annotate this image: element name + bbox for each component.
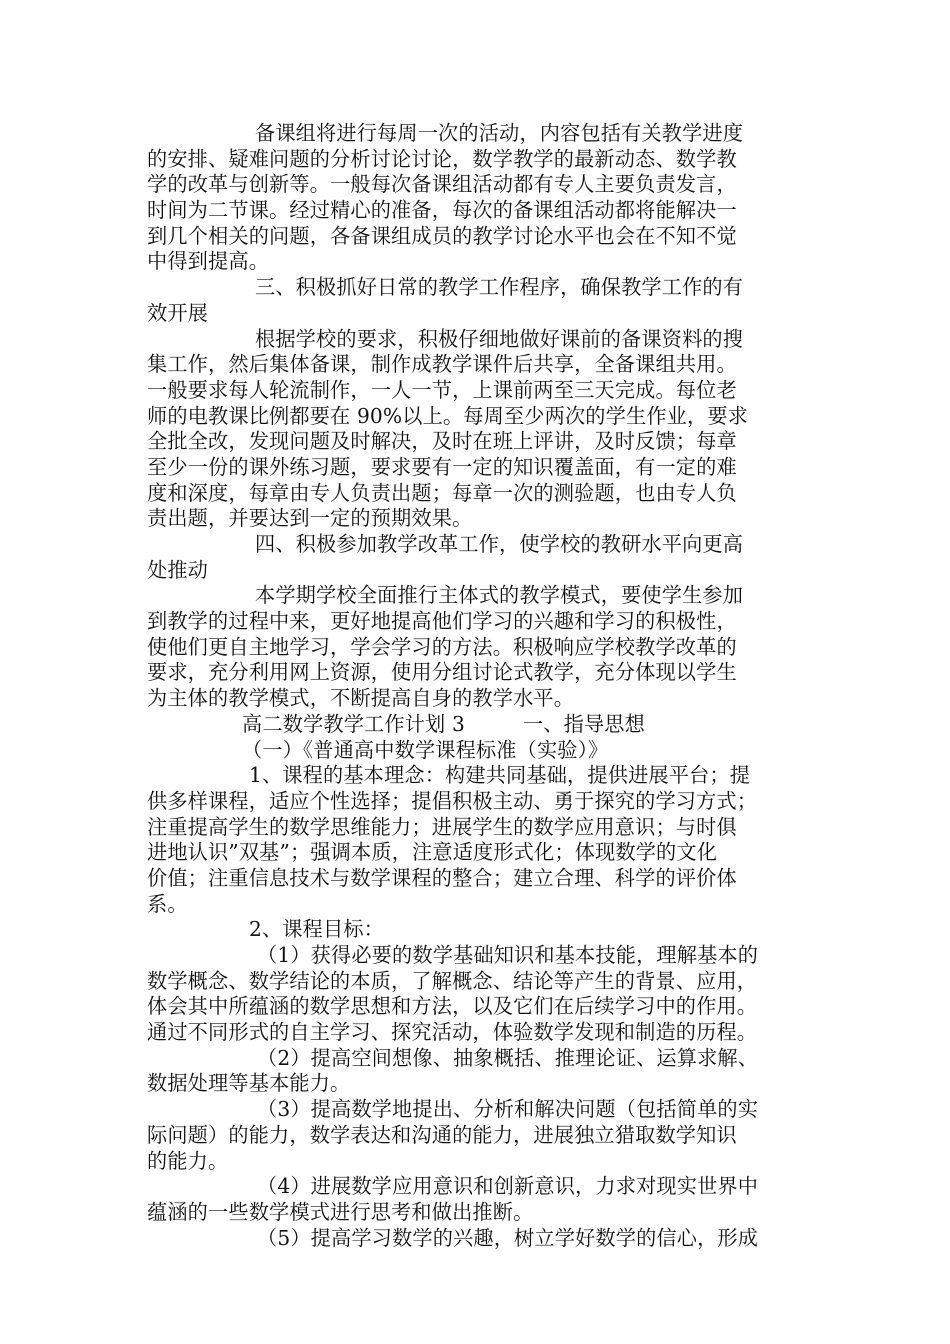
text-line: 的安排、疑难问题的分析讨论讨论，数学教学的最新动态、数学教 — [147, 146, 737, 171]
text-line: 系。 — [147, 891, 188, 916]
text-line: 要求，充分利用网上资源，使用分组讨论式教学，充分体现以学生 — [147, 660, 737, 685]
text-line: 数学概念、数学结论的本质，了解概念、结论等产生的背景、应用， — [147, 968, 758, 993]
text-line: 本学期学校全面推行主体式的教学模式，要使学生参加 — [255, 583, 744, 608]
text-line: 通过不同形式的自主学习、探究活动，体验数学发现和制造的历程。 — [147, 1020, 758, 1045]
plan-title: 高二数学教学工作计划 3 — [242, 711, 465, 736]
text-line: 供多样课程，适应个性选择；提倡积极主动、勇于探究的学习方式； — [147, 788, 758, 813]
text-line: 度和深度，每章由专人负责出题；每章一次的测验题，也由专人负 — [147, 480, 737, 505]
text-line: （5）提高学习数学的兴趣，树立学好数学的信心，形成 — [257, 1225, 759, 1250]
text-line: （4）进展数学应用意识和创新意识，力求对现实世界中 — [257, 1174, 759, 1199]
text-line: 集工作，然后集体备课，制作成教学课件后共享，全备课组共用。 — [147, 352, 737, 377]
text-line: （1）获得必要的数学基础知识和基本技能，理解基本的 — [257, 943, 759, 967]
text-line: 师的电教课比例都要在 90%以上。每周至少两次的学生作业，要求 — [147, 403, 749, 428]
item-course-concepts — [147, 763, 809, 917]
text-line: 的能力。 — [147, 1148, 229, 1173]
text-line: 注重提高学生的数学思维能力；进展学生的数学应用意识；与时俱 — [147, 814, 737, 839]
text-line: 到几个相关的问题，各备课组成员的教学讨论水平也会在不知不觉 — [147, 223, 737, 248]
text-line: 为主体的教学模式，不断提高自身的教学水平。 — [147, 686, 575, 711]
section-heading-three — [147, 275, 809, 326]
heading-line: 四、积极参加教学改革工作，使学校的教研水平向更高 — [255, 532, 744, 556]
text-line: 到教学的过程中来，更好地提高他们学习的兴趣和学习的积极性， — [147, 609, 737, 634]
standard-title: （一）《普通高中数学课程标准（实验）》 — [242, 737, 609, 762]
text-line: 中得到提高。 — [147, 249, 270, 274]
text-line: 蕴涵的一些数学模式进行思考和做出推断。 — [147, 1199, 534, 1224]
plan-title-line — [147, 712, 809, 738]
paragraph-teaching-reform — [147, 583, 809, 711]
paragraph-lesson-prep-group — [147, 121, 809, 275]
text-line: 责出题，并要达到一定的预期效果。 — [147, 506, 473, 531]
text-line: 全批全改，发现问题及时解决，及时在班上评讲，及时反馈；每章 — [147, 429, 737, 454]
text-line: 体会其中所蕴涵的数学思想和方法，以及它们在后续学习中的作用。 — [147, 994, 758, 1019]
text-line: 一般要求每人轮流制作，一人一节，上课前两至三天完成。每位老 — [147, 377, 737, 402]
text-line: 使他们更自主地学习，学会学习的方法。积极响应学校教学改革的 — [147, 634, 737, 659]
goal-item-2 — [147, 1046, 809, 1097]
item-course-goals-label: 2、课程目标： — [249, 917, 385, 942]
goal-item-4 — [147, 1174, 809, 1225]
goal-item-1 — [147, 943, 809, 1046]
text-line: 至少一份的课外练习题，要求要有一定的知识覆盖面，有一定的难 — [147, 454, 737, 479]
text-line: （2）提高空间想像、抽象概括、推理论证、运算求解、 — [257, 1045, 759, 1070]
text-line: 价值；注重信息技术与数学课程的整合；建立合理、科学的评价体 — [147, 865, 737, 890]
text-line: 数据处理等基本能力。 — [147, 1071, 351, 1096]
document-body — [147, 121, 809, 1251]
text-line: 备课组将进行每周一次的活动，内容包括有关教学进度 — [255, 121, 744, 145]
goal-item-5 — [147, 1226, 809, 1252]
goal-item-3 — [147, 1097, 809, 1174]
section-heading-four — [147, 532, 809, 583]
paragraph-routine-work — [147, 327, 809, 533]
text-line: 际问题）的能力，数学表达和沟通的能力，进展独立猎取数学知识 — [147, 1122, 737, 1147]
text-line: 进地认识”双基”；强调本质，注意适度形式化；体现数学的文化 — [147, 840, 718, 865]
text-line: 1、课程的基本理念：构建共同基础，提供进展平台；提 — [249, 763, 751, 788]
text-line: （3）提高数学地提出、分析和解决问题（包括简单的实 — [257, 1097, 759, 1122]
heading-line: 三、积极抓好日常的教学工作程序，确保教学工作的有 — [255, 275, 744, 300]
text-line: 时间为二节课。经过精心的准备，每次的备课组活动都将能解决一 — [147, 198, 737, 223]
heading-line: 处推动 — [147, 557, 209, 582]
text-line: 根据学校的要求，积极仔细地做好课前的备课资料的搜 — [255, 326, 744, 351]
heading-line: 效开展 — [147, 300, 209, 325]
plan-section-heading: 一、指导思想 — [522, 711, 645, 736]
text-line: 学的改革与创新等。一般每次备课组活动都有专人主要负责发言， — [147, 172, 737, 197]
